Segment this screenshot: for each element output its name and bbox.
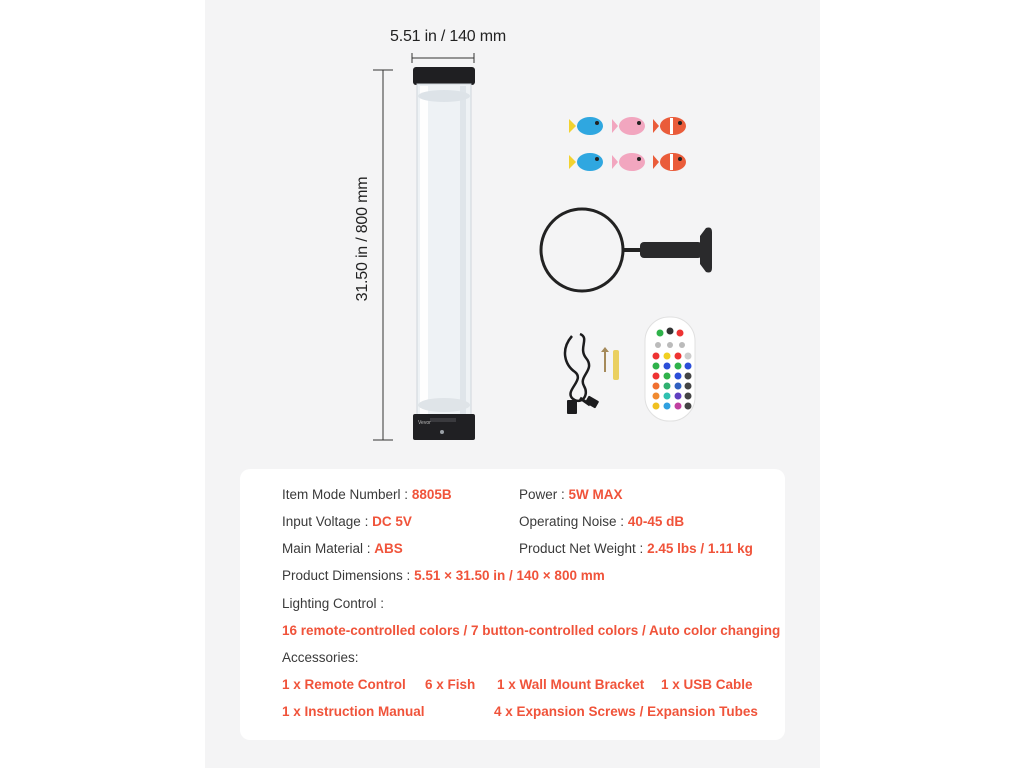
accessory-item: 1 x Remote Control [282,677,406,692]
dimensions-row [282,568,605,583]
input-voltage-label: Input Voltage : [282,514,369,529]
dimensions-value: 5.51 × 31.50 in / 140 × 800 mm [414,568,605,583]
dimensions-label: Product Dimensions : [282,568,411,583]
noise-row [519,514,684,529]
usb-cable-icon [565,334,599,414]
lighting-label: Lighting Control : [282,596,385,611]
input-voltage-value: DC 5V [372,514,412,529]
width-dimension-label: 5.51 in / 140 mm [390,28,506,45]
noise-value: 40-45 dB [627,514,685,529]
lighting-value: 16 remote-controlled colors / 7 button-controlled colors / Auto color changing [282,623,781,638]
accessory-item: 1 x Instruction Manual [282,704,425,719]
height-dimension-label: 31.50 in / 800 mm [354,176,371,302]
accessory-item: 1 x USB Cable [661,677,753,692]
power-label: Power : [519,487,565,502]
item-model-label: Item Mode Numberl : [282,487,409,502]
brand-badge: Vevor [418,420,431,426]
power-row [519,487,623,502]
accessory-item: 4 x Expansion Screws / Expansion Tubes [494,704,758,719]
remote-control-icon [645,317,695,421]
noise-label: Operating Noise : [519,514,625,529]
power-value: 5W MAX [568,487,623,502]
accessories-label: Accessories: [282,650,359,665]
tube-lamp-icon [413,67,475,440]
item-model-value: 8805B [411,487,452,502]
material-value: ABS [374,541,403,556]
material-row [282,541,403,556]
weight-value: 2.45 lbs / 1.11 kg [647,541,753,556]
accessory-item: 6 x Fish [425,677,476,692]
expansion-screws-icon [601,347,619,380]
fish-icon [569,117,686,171]
item-model-row [282,487,452,502]
spec-card [240,469,785,740]
material-label: Main Material : [282,541,371,556]
accessory-item: 1 x Wall Mount Bracket [497,677,645,692]
weight-row [519,541,753,556]
wall-mount-bracket-icon [541,209,712,291]
weight-label: Product Net Weight : [519,541,644,556]
input-voltage-row [282,514,412,529]
